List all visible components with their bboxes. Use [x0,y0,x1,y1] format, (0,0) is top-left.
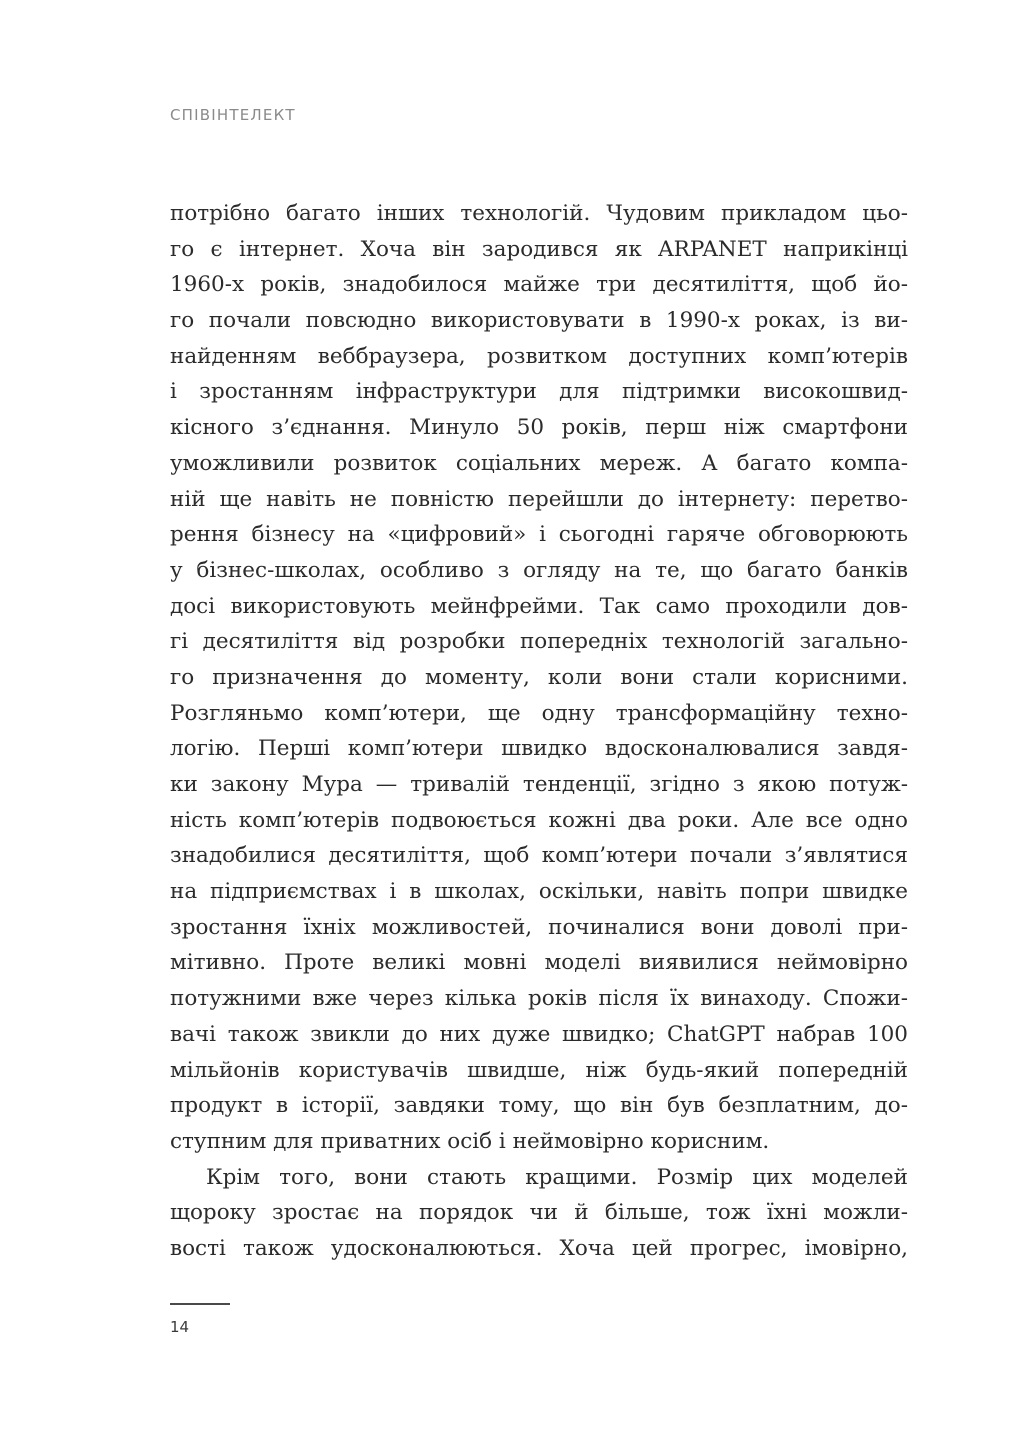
text-line: вості також удосконалюються. Хоча цей прогрес, імовірно, [170,1235,908,1261]
text-line: мітивно. Проте великі мовні моделі виявилися неймовірно [170,950,908,976]
text-line: логію. Перші комп’ютери швидко вдосконалювалися завдя- [170,736,908,762]
text-line: ній ще навіть не повністю перейшли до інтернету: перетво- [170,486,908,512]
running-head: СПІВІНТЕЛЕКТ [170,106,296,124]
text-line: потрібно багато інших технологій. Чудовим прикладом цьо- [170,201,908,226]
text-line: ступним для приватних осіб і неймовірно корисним. [170,1128,770,1154]
text-line: найденням веббраузера, розвитком доступних комп’ютерів [170,343,908,369]
text-line: го почали повсюдно використовувати в 1990-х роках, із ви- [170,308,908,334]
text-line: у бізнес-школах, особливо з огляду на те, що багато банків [170,557,908,583]
text-line: уможливили розвиток соціальних мереж. А багато компа- [170,450,908,476]
text-line: і зростанням інфраструктури для підтримки високошвид- [170,379,908,405]
footer-rule [170,1303,230,1305]
text-line: ки закону Мура — тривалій тенденції, згідно з якою потуж- [170,772,908,797]
text-line: Розгляньмо комп’ютери, ще одну трансформаційну техно- [170,700,908,726]
text-line: знадобилися десятиліття, щоб комп’ютери почали з’являтися [170,843,908,869]
text-line: ність комп’ютерів подвоюється кожні два роки. Але все одно [170,807,908,833]
page-number: 14 [170,1318,190,1336]
text-line: кісного з’єднання. Минуло 50 років, перш ніж смартфони [170,415,908,441]
text-line: 1960-х років, знадобилося майже три десятиліття, щоб йо- [170,272,908,298]
text-line: го призначення до моменту, коли вони стали корисними. [170,664,908,690]
text-line: мільйонів користувачів швидше, ніж будь-який попередній [170,1057,908,1083]
text-line: продукт в історії, завдяки тому, що він був безплатним, до- [170,1093,908,1119]
text-line: гі десятиліття від розробки попередніх технологій загально- [170,629,908,655]
text-line: потужними вже через кілька років після їх винаходу. Спожи- [170,986,908,1012]
text-line: Крім того, вони стають кращими. Розмір цих моделей [206,1164,908,1190]
text-line: рення бізнесу на «цифровий» і сьогодні гаряче обговорюють [170,522,908,548]
body-text [170,196,908,1267]
text-line: на підприємствах і в школах, оскільки, навіть попри швидке [170,879,908,905]
text-line: вачі також звикли до них дуже швидко; ChatGPT набрав 100 [170,1021,908,1047]
text-line: го є інтернет. Хоча він зародився як ARPANET наприкінці [170,236,908,262]
text-line: досі використовують мейнфрейми. Так само проходили дов- [170,593,908,619]
text-line: зростання їхніх можливостей, починалися вони доволі при- [170,914,908,940]
text-line: щороку зростає на порядок чи й більше, тож їхні можли- [170,1200,908,1226]
